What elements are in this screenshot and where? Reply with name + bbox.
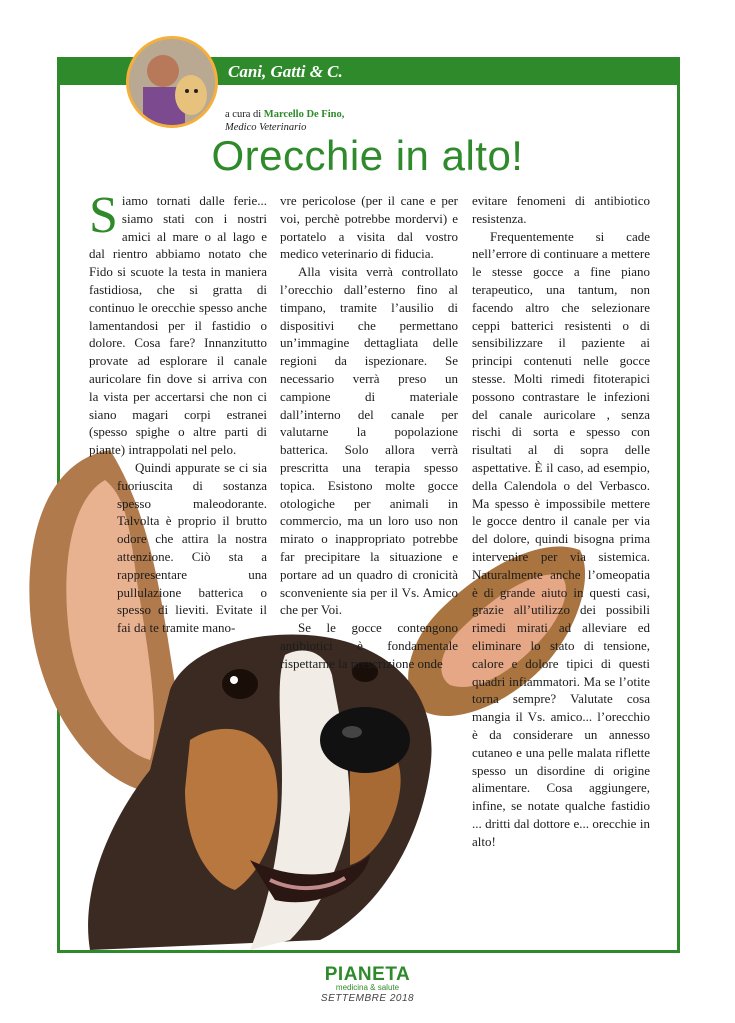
author-avatar [126,36,218,128]
article-title: Orecchie in alto! [211,132,524,179]
paragraph: vre pericolose (per il cane e per voi, perchè potrebbe mordervi) e portatelo a visita dal vostro medico veterinario di fiducia. [280,193,458,262]
byline [225,108,344,134]
dropcap: S [89,187,118,244]
byline-role: Medico Veterinario [225,122,307,133]
paragraph [89,187,267,459]
logo-main: PIANETA [324,964,411,985]
magazine-logo [0,966,735,1006]
paragraph: Quindi appurate se ci sia fuoriuscita di sostanza spesso maleodorante. Talvolta è proprio il brutto odore che attira la nostra attenzione. Ciò sta a rappresentare una pullulazione batterica o spesso di lieviti. Evitate il fai da te tramite mano- [117,459,267,636]
section-title: Cani, Gatti & C. [228,62,343,81]
byline-prefix: a cura di [225,109,262,120]
paragraph: Se le gocce contengono antibiotici è fondamentale rispettarne la prescrizione onde [280,620,458,671]
paragraph: Frequentemente si cade nell’errore di continuare a mettere le stesse gocce a fine piano terapeutico, una tantum, non facendo altro che selezionare ceppi batterici resistenti o di sensibilizzare il paziente ai principi contenuti nelle gocce stesse. Molti rimedi fitoterapici possono contrastare le infezioni del canale auricolare , senza rischi di sorta e spesso con risultati al di sopra delle aspettative. È il caso, ad esempio, della Calendola o del Verbasco. Ma spesso è impossibile mettere le gocce dentro il canale per via del dolore, quindi bisogna prima intervenire per via sistemica. Naturalmente anche l’omeopatia è di grande aiuto in questi casi, grazie all’utilizzo dei possibili rimedi mirati ad alleviare ed eliminare lo stato di tensione, calore e dolore tipici di questi quadri infiammatori. Ma se l’otite torna sempre? Valutate cosa mangia il Vs. amico... l’orecchio è da considerare un annesso cutaneo e una pelle malata riflette spesso un disordine di origine alimentare. Cosa aggiungere, infine, se notate qualche fastidio ... dritti dal dottore e... orecchie in alto! [472,228,650,849]
logo-sub: medicina & salute [335,983,400,992]
article-column-2 [280,192,458,673]
article-column-1 [89,187,267,637]
paragraph-text: iamo tornati dalle ferie... siamo stati con i nostri amici al mare o al lago e dal rientro abbiamo notato che Fido si scuote la testa in maniera fastidiosa, che si gratta di continuo le orecchie spesso anche lamentandosi per il fastidio o dolore. Cosa fare? Innanzitutto provate ad esplorare il canale auricolare fin dove si arriva con la vista per accertarsi che non ci siano magari corpi estranei (spesso spighe o altre parti di piante) intrappolati nel pelo. [89,193,267,458]
byline-author: Marcello De Fino, [263,109,345,120]
paragraph: evitare fenomeni di antibiotico resistenza. [472,193,650,226]
issue-date: SETTEMBRE 2018 [320,993,415,1004]
article-column-3 [472,192,650,850]
paragraph: Alla visita verrà controllato l’orecchio dall’esterno fino al timpano, tramite l’ausilio di dispositivi che permettano un’immagine dettagliata delle regioni da ispezionare. Se necessario verrà preso un campione di materiale dall’interno del canale per valutarne la popolazione batterica. Solo allora verrà prescritta una terapia spesso topica. Esistono molte gocce otologiche per animali in commercio, ma un loro uso non mirato o inappropriato potrebbe far precipitare la situazione e portare ad un quadro di cronicità sconveniente sia per il Vs. Amico che per Voi. [280,264,458,618]
